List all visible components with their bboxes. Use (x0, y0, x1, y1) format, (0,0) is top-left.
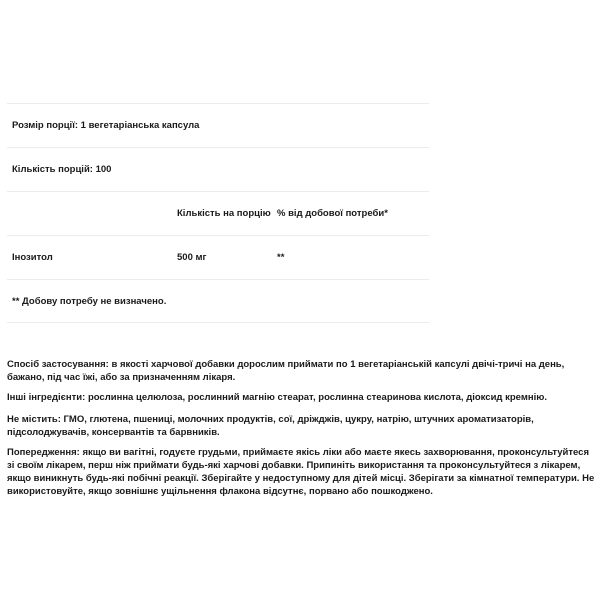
footnote: ** Добову потребу не визначено. (12, 295, 167, 307)
free-of-text: Не містить: ГМО, глютена, пшениці, молочних продуктів, сої, дріжджів, цукру, натрію, штучних ароматизаторів, підсолоджувачів, консервантів та барвників. (7, 414, 534, 438)
warning-block (7, 446, 597, 498)
serving-size: Розмір порції: 1 вегетаріанська капсула (12, 120, 200, 131)
servings-per-container: Кількість порцій: 100 (12, 164, 112, 175)
servings-per-container-row (7, 147, 429, 191)
table-row (7, 235, 429, 279)
header-daily-value: % від добової потреби* (277, 208, 388, 219)
other-ingredients-block (7, 391, 597, 404)
free-of-block (7, 413, 597, 439)
ingredient-amount: 500 мг (177, 252, 207, 263)
ingredient-daily-value: ** (277, 252, 285, 263)
other-ingredients-text: Інші інгредієнти: рослинна целюлоза, рослинний магнію стеарат, рослинна стеаринова кислота, діоксид кремнію. (7, 392, 547, 403)
warning-text: Попередження: якщо ви вагітні, годуєте грудьми, приймаєте якісь ліки або маєте якесь захворювання, проконсультуйтеся зі своїм лікарем, перш ніж приймати будь-які харчові добавки. Припиніть використання та проконсультуйтеся з лікарем, якщо виникнуть будь-які побічні реакції. Зберігайте у недоступному для дітей місці. Зберігати за кімнатної температури. Не використовуйте, якщо зовнішнє ущільнення флакона відсутнє, порвано або пошкоджено. (7, 447, 595, 497)
usage-text: Спосіб застосування: в якості харчової добавки дорослим приймати по 1 вегетаріанській капсулі двічі-тричі на день, бажано, під час їжі, або за призначенням лікаря. (7, 359, 565, 383)
header-amount: Кількість на порцію (177, 208, 271, 219)
serving-size-row (7, 103, 429, 147)
supplement-facts-table (7, 103, 429, 323)
ingredient-name: Інозитол (12, 252, 53, 263)
usage-text-block (7, 358, 597, 384)
footnote-row (7, 279, 429, 323)
table-header-row (7, 191, 429, 235)
